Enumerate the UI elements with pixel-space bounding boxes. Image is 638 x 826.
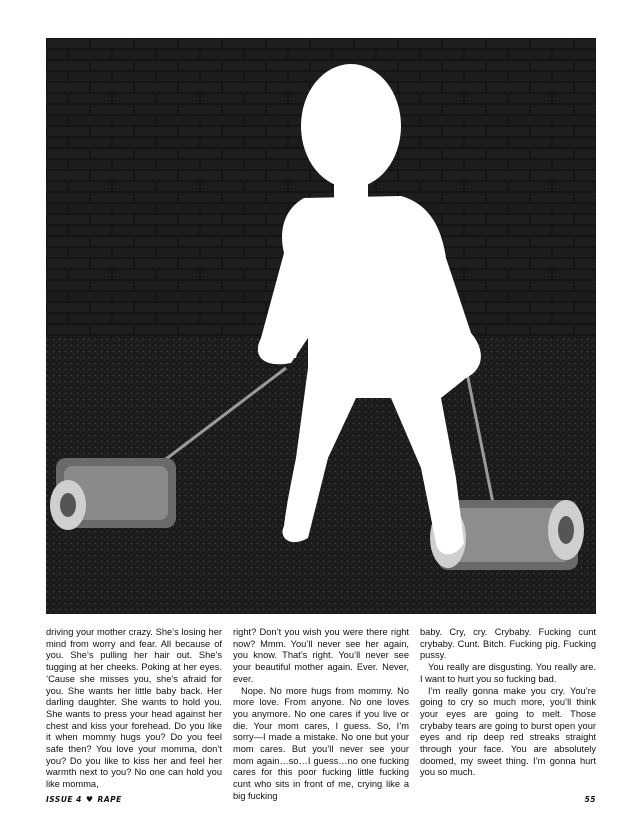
footer-issue: ISSUE 4: [46, 794, 82, 804]
page-number: 55: [584, 794, 596, 804]
article-paragraph: baby. Cry, cry. Crybaby. Fucking cunt crybaby. Cunt. Bitch. Fucking pig. Fucking pussy.: [420, 627, 596, 661]
article-paragraph: driving your mother crazy. She’s losing her mind from worry and fear. All because of you. She’s pulling her hair out. She’s tugging at her cheeks. Poking at her eyes. ’Cause she misses you, she’s afraid for you. She wants her little baby back. Her darling daughter. She wants to hold you. She wants to press your head against her chest and kiss your forehead. Do you like it when mommy hugs you? Do you feel safe then? You love your momma, don’t you? Do you like to kiss her and feel her warmth next to you? No one can hold you like momma,: [46, 627, 222, 790]
article-column-1: [46, 627, 222, 790]
article-paragraph: right? Don’t you wish you were there right now? Mmm. You’ll never see her again, you know. That’s right. You’ll never see your beautiful mother again. Ever. Never, ever.: [233, 627, 409, 684]
page-footer: [46, 793, 596, 805]
article-paragraph: I’m really gonna make you cry. You’re going to cry so much more, you’ll think your eyes are going to melt. Those crybaby tears are going to burst open your eyes and rip deep red streaks straight through your face. You are absolutely doomed, my sweet thing. I’m gonna hurt you so much.: [420, 685, 596, 778]
footer-issue-section: [46, 795, 122, 804]
article-paragraph: Nope. No more hugs from mommy. No more love. From anyone. No one loves you anymore. No one cares if you live or die. Your mom cares, I guess. So, I’m sorry—I made a mistake. No one but your mom cares. But you’ll never see your mom again…so…I guess…no one fucking cares for this poor fucking little fucking cunt who sits in front of me, crying like a big fucking: [233, 685, 409, 801]
photograph: [46, 38, 596, 614]
photo-scene: [46, 38, 596, 614]
heart-icon: ♥: [85, 794, 94, 804]
footer-section: RAPE: [97, 794, 122, 804]
article-column-3: [420, 627, 596, 777]
article-column-2: [233, 627, 409, 801]
article-paragraph: You really are disgusting. You really are. I want to hurt you so fucking bad.: [420, 662, 596, 684]
